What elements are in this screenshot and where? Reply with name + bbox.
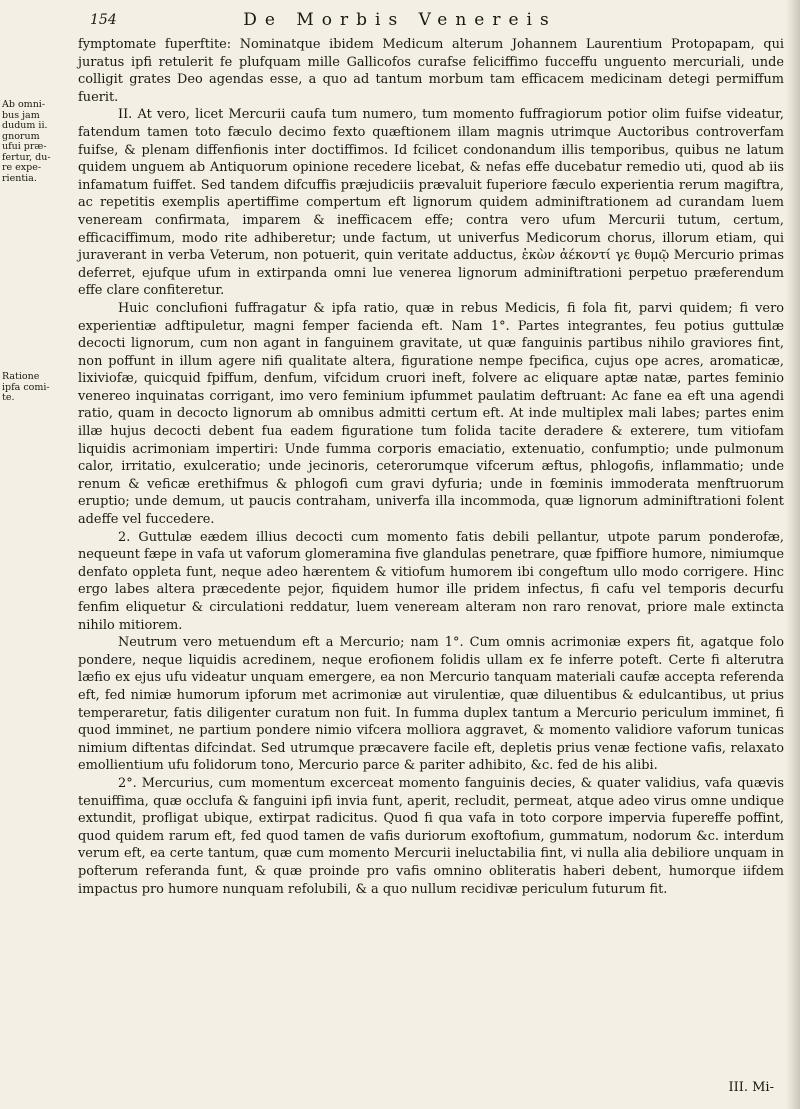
page-header	[0, 8, 800, 34]
paragraph: Neutrum vero metuendum eft a Mercurio; nam 1°. Cum omnis acrimoniæ expers fit, agatque folo pondere, neque liquidis acredinem, neque erofionem folidis ullam ex fe inferre poteft. Certe fi alterutra læfio ex ejus ufu videatur unquam emergere, ea non Mercurio tanquam materiali caufæ accepta referenda eft, fed nimiæ humorum ipforum met acrimoniæ aut virulentiæ, quæ diluentibus & edulcantibus, ut prius temperaretur, fatis diligenter curatum non fuit. In fumma duplex tantum a Mercurio periculum imminet, fi quod imminet, ne partium pondere nimio vifcera molliora aggravet, & momento validiore vaforum tunicas nimium diftentas difcindat. Sed utrumque præcavere facile eft, depletis prius venæ fectione vafis, relaxato emollientium ufu folidorum tono, Mercurio parce & pariter adhibito, &c. fed de his alibi.	[78, 635, 784, 774]
paragraph: II. At vero, licet Mercurii caufa tum numero, tum momento fuffragiorum potior olim fuifse videatur, fatendum tamen toto fæculo decimo fexto quæftionem illam magnis utrimque Auctoribus controverfam fuifse, & plenam diffenfionis inter doctiffimos. Id fcilicet condonandum illis temporibus, quibus ne latum quidem unguem ab Antiquorum opinione recedere licebat, & nefas effe ducebatur remedio uti, quod ab iis infamatum fuiffet. Sed tandem difcuffis præjudiciis prævaluit fuperiore fæculo experientia rerum magiftra, ac repetitis exemplis apertiffime compertum eft lignorum quidem adminiftrationem ad curandam luem veneream confirmata, imparem & inefficacem effe; contra vero ufum Mercurii tutum, certum, efficaciffimum, modo rite adhiberetur; unde factum, ut univerfus Medicorum chorus, illorum etiam, qui juraverant in verba Veterum, non potuerit, quin veritate adductus, ἑκὼν ἀέκοντί γε θυμῷ Mercurio primas deferret, ejufque ufum in extirpanda omni lue venerea lignorum adminiftrationi perpetuo præferendum effe clare confiteretur.	[78, 107, 784, 299]
page-edge-shadow	[786, 0, 800, 1109]
margin-note-line: gnorum	[2, 130, 40, 142]
main-text	[78, 36, 784, 898]
margin-note-line: bus jam	[2, 109, 40, 121]
margin-note-line: Ratione	[2, 371, 40, 382]
paragraph: 2°. Mercurius, cum momentum excerceat momento fanguinis decies, & quater validius, vafa quævis tenuiffima, quæ occlufa & fanguini ipfi invia funt, aperit, recludit, permeat, atque adeo virus omne undique extundit, profligat ubique, extirpat radicitus. Quod fi qua vafa in toto corpore impervia fupereffe poffint, quod quidem rarum eft, fed quod tamen de vafis duriorum exoftofium, gummatum, nodorum &c. interdum verum eft, ea certe tantum, quæ cum momento Mercurii ineluctabilia fint, vi nulla alia debiliore unquam in pofterum referanda funt, & quæ proinde pro vafis omnino obliteratis haberi debent, humorque iifdem impactus pro humore nunquam refolubili, & a quo nullum recidivæ periculum futurum fit.	[78, 775, 784, 897]
margin-note-line: te.	[2, 392, 15, 403]
margin-note-line: re expe-	[2, 162, 42, 173]
margin-note-line: Ab omni-	[2, 99, 46, 110]
margin-note-line: dudum ii.	[2, 120, 48, 131]
margin-note-line: fertur, du-	[2, 151, 51, 163]
margin-note-line: ufui præ-	[2, 141, 47, 152]
paragraph: 2. Guttulæ eædem illius decocti cum momento fatis debili pellantur, utpote parum ponderofæ, nequeunt fæpe in vafa ut vaforum glomeramina five glandulas penetrare, quæ fpiffiore humore, nimiumque denfato oppleta funt, neque adeo hærentem & vitiofum humorem ibi congeftum ullo modo corrigere. Hinc ergo labes altera præcedente pejor, fiquidem humor ille pridem infectus, fi cafu vel temporis decurfu fenfim eliquetur & circulationi reddatur, luem veneream alteram non raro renovat, priore male extincta nihilo mitiorem.	[78, 529, 784, 633]
catchword: III. Mi-	[728, 1080, 774, 1095]
paragraph: Huic conclufioni fuffragatur & ipfa ratio, quæ in rebus Medicis, fi fola fit, parvi quidem; fi vero experientiæ adftipuletur, magni femper facienda eft. Nam 1°. Partes integrantes, feu potius guttulæ decocti lignorum, cum non agant in fanguinem gravitate, ut quæ fanguinis partibus nihilo graviores fint, non poffunt in illum agere nifi qualitate altera, figuratione nempe fpecifica, cujus ope acres, aromaticæ, lixiviofæ, quicquid fpiffum, denfum, vifcidum cruori ineft, folvere ac eliquare aptæ natæ, partes feminio venereo inquinatas corrigant, imo vero feminium ipfummet paulatim deftruant: Ac fane ea eft una agendi ratio, quam in decocto lignorum ab omnibus admitti certum eft. At inde multiplex mali labes; partes enim illæ hujus decocti debent fua eadem figuratione tum folida tacite deradere & exterere, tum vitiofam liquidis acrimoniam impertiri: Unde fumma corporis emaciatio, extenuatio, confumptio; unde pulmonum calor, irritatio, exulceratio; unde jecinoris, ceterorumque vifcerum æftus, phlogofis, inflammatio; unde renum & veficæ erethifmus & phlogofi cum gravi dyfuria; unde in fœminis immoderata menftruorum eruptio; unde demum, ut paucis contraham, univerfa illa incommoda, quæ lignorum adminiftrationi folent adeffe vel fuccedere.	[78, 300, 784, 528]
paragraph: fymptomate fuperftite: Nominatque ibidem Medicum alterum Johannem Laurentium Protopapam, qui juratus ipfi retulerit fe plufquam mille Gallicofos curafse feliciffimo fucceffu unguento mercuriali, unde colligit grates Deo agendas esse, a quo ad tantum morbum tam efficacem medicinam detegi permiffum fuerit.	[78, 37, 784, 105]
margin-note-line: rientia.	[2, 172, 37, 184]
margin-note-line: ipfa comi-	[2, 381, 50, 393]
margin-note-authorities	[2, 100, 62, 184]
margin-note-reason	[2, 372, 62, 404]
running-title: De Morbis Venereis	[243, 10, 557, 30]
page-number: 154	[90, 12, 117, 28]
